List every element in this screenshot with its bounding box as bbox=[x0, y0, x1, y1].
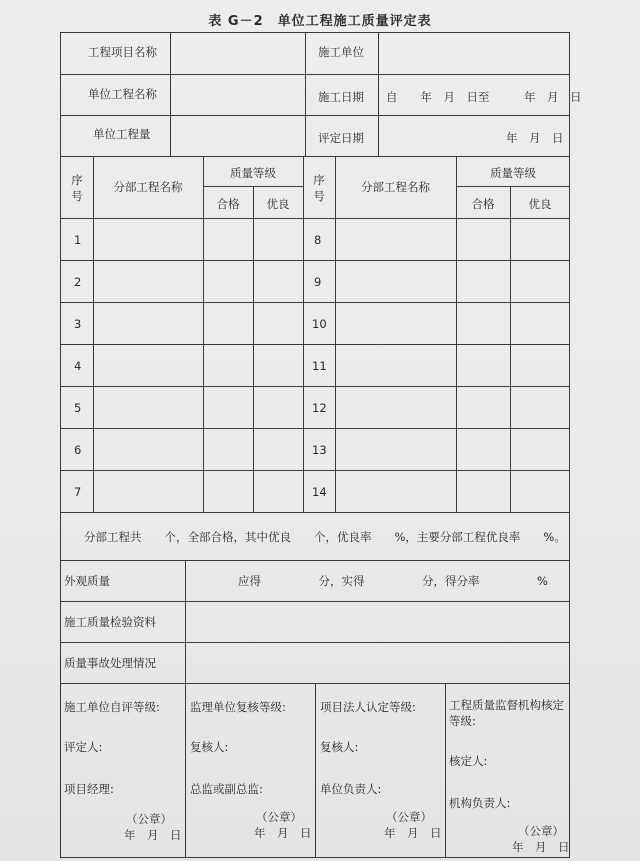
project-name-label: 工程项目名称 bbox=[88, 45, 157, 59]
row-number: 6 bbox=[74, 443, 82, 457]
sig-col1-evaluator: 评定人: bbox=[64, 740, 103, 754]
excellent-label-left: 优良 bbox=[266, 197, 290, 211]
sig-col4-head: 机构负责人: bbox=[449, 796, 511, 810]
rule bbox=[305, 32, 306, 156]
excellent-label-right: 优良 bbox=[528, 197, 552, 211]
construction-date-value: 自 年 月 日至 年 月 日 bbox=[386, 90, 582, 104]
sig-col3-date: 年 月 日 bbox=[384, 826, 442, 840]
rule bbox=[60, 470, 570, 471]
row-number: 8 bbox=[314, 233, 322, 247]
rule bbox=[60, 156, 570, 157]
rule bbox=[60, 642, 570, 643]
summary-line: 分部工程共 个，全部合格，其中优良 个，优良率 %，主要分部工程优良率 %。 bbox=[84, 530, 566, 544]
rule bbox=[378, 32, 379, 156]
sub-name-label-right: 分部工程名称 bbox=[361, 180, 430, 194]
evaluation-date-label: 评定日期 bbox=[318, 131, 364, 145]
rule bbox=[60, 115, 570, 116]
row-number: 7 bbox=[74, 485, 82, 499]
unit-name-label: 单位工程名称 bbox=[88, 87, 157, 101]
sig-col3-reviewer: 复核人: bbox=[320, 740, 359, 754]
inspection-label: 施工质量检验资料 bbox=[64, 615, 156, 629]
evaluation-date-value: 年 月 日 bbox=[506, 131, 564, 145]
accident-label: 质量事故处理情况 bbox=[64, 656, 156, 670]
serial-label-right: 序号 bbox=[313, 173, 325, 203]
sig-col2-director: 总监或副总监: bbox=[190, 782, 263, 796]
sig-col1-seal: （公章） bbox=[126, 812, 172, 826]
rule bbox=[445, 683, 446, 858]
sub-name-label-left: 分部工程名称 bbox=[113, 180, 183, 194]
rule bbox=[335, 156, 336, 512]
form-title: 表 G－2 单位工程施工质量评定表 bbox=[208, 14, 432, 29]
sig-col4-grade: 工程质量监督机构核定等级: bbox=[449, 698, 564, 728]
pass-label-left: 合格 bbox=[216, 197, 240, 211]
sig-col2-seal: （公章） bbox=[256, 810, 302, 824]
rule bbox=[60, 218, 570, 219]
row-number: 10 bbox=[312, 317, 327, 331]
unit-quantity-label: 单位工程量 bbox=[93, 127, 151, 141]
rule bbox=[60, 74, 570, 75]
rule bbox=[60, 512, 570, 513]
rule bbox=[253, 186, 254, 512]
contractor-label: 施工单位 bbox=[318, 45, 364, 59]
rule bbox=[60, 428, 570, 429]
row-number: 11 bbox=[312, 359, 327, 373]
sig-col2-date: 年 月 日 bbox=[254, 826, 312, 840]
rule bbox=[315, 683, 316, 858]
rule bbox=[60, 560, 570, 561]
pass-label-right: 合格 bbox=[471, 197, 495, 211]
sig-col1-date: 年 月 日 bbox=[124, 828, 182, 842]
quality-grade-label-left: 质量等级 bbox=[230, 166, 276, 180]
rule bbox=[60, 386, 570, 387]
sig-col3-head: 单位负责人: bbox=[320, 782, 382, 796]
row-number: 4 bbox=[74, 359, 82, 373]
rule bbox=[185, 560, 186, 683]
rule bbox=[185, 683, 186, 858]
rule bbox=[60, 344, 570, 345]
row-number: 12 bbox=[312, 401, 327, 415]
sig-col4-seal: （公章） bbox=[518, 824, 564, 838]
rule bbox=[93, 156, 94, 512]
row-number: 5 bbox=[74, 401, 82, 415]
appearance-text: 应得 分，实得 分，得分率 % bbox=[238, 574, 548, 588]
construction-date-label: 施工日期 bbox=[318, 90, 364, 104]
row-number: 2 bbox=[74, 275, 82, 289]
rule bbox=[510, 186, 511, 512]
row-number: 13 bbox=[312, 443, 327, 457]
sig-col1-manager: 项目经理: bbox=[64, 782, 114, 796]
rule bbox=[60, 302, 570, 303]
row-number: 3 bbox=[74, 317, 82, 331]
sig-col3-grade: 项目法人认定等级: bbox=[320, 700, 416, 714]
rule bbox=[60, 601, 570, 602]
sig-col4-approver: 核定人: bbox=[449, 754, 488, 768]
quality-grade-label-right: 质量等级 bbox=[490, 166, 536, 180]
rule bbox=[170, 32, 171, 156]
sig-col1-grade: 施工单位自评等级: bbox=[64, 700, 160, 714]
sig-col2-grade: 监理单位复核等级: bbox=[190, 700, 286, 714]
row-number: 14 bbox=[312, 485, 327, 499]
row-number: 9 bbox=[314, 275, 322, 289]
sig-col3-seal: （公章） bbox=[386, 810, 432, 824]
sig-col2-reviewer: 复核人: bbox=[190, 740, 229, 754]
appearance-label: 外观质量 bbox=[64, 574, 110, 588]
rule bbox=[303, 156, 304, 512]
rule bbox=[60, 260, 570, 261]
row-number: 1 bbox=[74, 233, 82, 247]
sig-col4-date: 年 月 日 bbox=[512, 840, 570, 854]
rule bbox=[456, 186, 570, 187]
serial-label-left: 序号 bbox=[71, 173, 83, 203]
